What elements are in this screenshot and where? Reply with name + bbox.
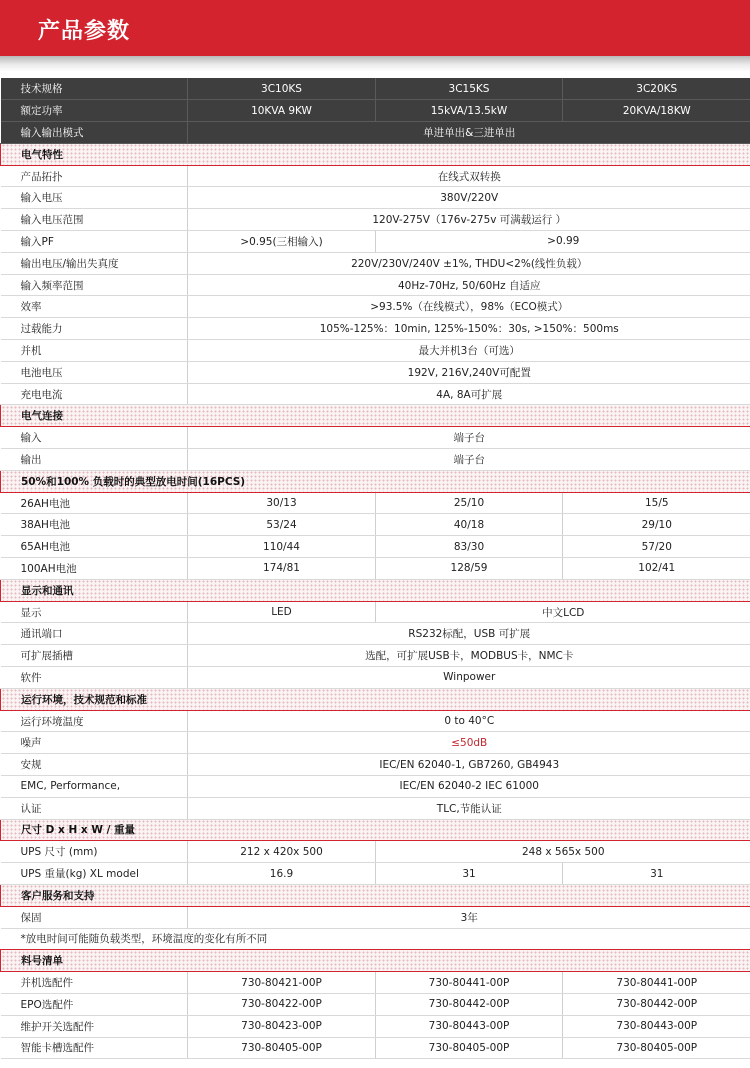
value-cell: 105%-125%：10min, 125%-150%：30s, >150%：500ms	[188, 318, 750, 340]
section-header	[1, 405, 750, 427]
value-cell: 15/5	[563, 492, 750, 514]
row-label: 智能卡槽选配件	[1, 1037, 188, 1059]
model-cell: 3C20KS	[563, 78, 750, 100]
page-title: 产品参数	[38, 19, 131, 44]
value-cell: 25/10	[376, 492, 563, 514]
model-cell: 3C15KS	[376, 78, 563, 100]
value-cell: 730-80442-00P	[376, 993, 563, 1015]
value-cell: 40/18	[376, 514, 563, 536]
value-cell: 220V/230V/240V ±1%, THDU<2%(线性负载）	[188, 252, 750, 274]
value-cell: 730-80405-00P	[376, 1037, 563, 1059]
table-row	[1, 165, 750, 187]
row-label: 输入电压范围	[1, 209, 188, 231]
row-label: 并机	[1, 340, 188, 362]
table-row	[1, 1037, 750, 1059]
table-row	[1, 209, 750, 231]
value-cell: TLC,节能认证	[188, 797, 750, 819]
row-label: 额定功率	[1, 100, 188, 122]
value-cell: >0.99	[376, 231, 750, 253]
value-cell: 端子台	[188, 449, 750, 471]
value-cell: 4A, 8A可扩展	[188, 383, 750, 405]
value-cell: 15kVA/13.5kW	[376, 100, 563, 122]
value-cell: 最大并机3台（可选）	[188, 340, 750, 362]
row-label: 软件	[1, 667, 188, 689]
value-cell: 730-80441-00P	[376, 972, 563, 994]
table-row	[1, 340, 750, 362]
table-row	[1, 427, 750, 449]
section-header	[1, 143, 750, 165]
value-cell: 单进单出&三进单出	[188, 122, 750, 144]
value-cell: 83/30	[376, 536, 563, 558]
row-label: 安规	[1, 754, 188, 776]
table-row	[1, 645, 750, 667]
row-label: 维护开关选配件	[1, 1015, 188, 1037]
table-row	[1, 754, 750, 776]
value-cell: 102/41	[563, 558, 750, 580]
table-row	[1, 928, 750, 950]
row-label: 效率	[1, 296, 188, 318]
row-label: 可扩展插槽	[1, 645, 188, 667]
value-cell: 53/24	[188, 514, 376, 536]
table-row	[1, 558, 750, 580]
section-header	[1, 884, 750, 906]
row-label: 100AH电池	[1, 558, 188, 580]
section-header	[1, 950, 750, 972]
row-label: 保固	[1, 906, 188, 928]
table-row	[1, 361, 750, 383]
table-row	[1, 536, 750, 558]
table-row	[1, 78, 750, 100]
value-cell: 31	[563, 863, 750, 885]
section-title: 50%和100% 负载时的典型放电时间(16PCS)	[1, 470, 750, 492]
value-cell: 730-80423-00P	[188, 1015, 376, 1037]
value-cell: 29/10	[563, 514, 750, 536]
table-row	[1, 601, 750, 623]
value-cell: Winpower	[188, 667, 750, 689]
table-row	[1, 252, 750, 274]
table-row	[1, 187, 750, 209]
section-title: 尺寸 D x H x W / 重量	[1, 819, 750, 841]
table-row	[1, 906, 750, 928]
section-header	[1, 470, 750, 492]
value-cell: >0.95(三相输入)	[188, 231, 376, 253]
row-label: 过载能力	[1, 318, 188, 340]
row-label: 显示	[1, 601, 188, 623]
row-label: EMC, Performance,	[1, 776, 188, 798]
row-label: 通讯端口	[1, 623, 188, 645]
table-row	[1, 449, 750, 471]
table-row	[1, 797, 750, 819]
value-cell: 3年	[188, 906, 750, 928]
row-label: 充电电流	[1, 383, 188, 405]
table-row	[1, 383, 750, 405]
model-cell: 3C10KS	[188, 78, 376, 100]
row-label: 输入电压	[1, 187, 188, 209]
row-label: 电池电压	[1, 361, 188, 383]
value-cell: 730-80441-00P	[563, 972, 750, 994]
value-cell: 128/59	[376, 558, 563, 580]
value-cell: ≤50dB	[188, 732, 750, 754]
section-title: 显示和通讯	[1, 579, 750, 601]
row-label: 输入	[1, 427, 188, 449]
value-cell: 16.9	[188, 863, 376, 885]
row-label: 产品拓扑	[1, 165, 188, 187]
value-cell: 730-80443-00P	[563, 1015, 750, 1037]
header-banner	[0, 0, 750, 72]
row-label: UPS 重量(kg) XL model	[1, 863, 188, 885]
table-row	[1, 274, 750, 296]
section-header	[1, 819, 750, 841]
row-label: 输入输出模式	[1, 122, 188, 144]
table-row	[1, 732, 750, 754]
banner-shadow	[0, 56, 750, 72]
value-cell: 730-80421-00P	[188, 972, 376, 994]
value-cell: 中文LCD	[376, 601, 750, 623]
value-cell: 192V, 216V,240V可配置	[188, 361, 750, 383]
row-label: 运行环境温度	[1, 710, 188, 732]
table-row	[1, 993, 750, 1015]
table-row	[1, 972, 750, 994]
section-title: 运行环境，技术规范和标准	[1, 688, 750, 710]
value-cell: 10KVA 9KW	[188, 100, 376, 122]
value-cell: 在线式双转换	[188, 165, 750, 187]
table-row	[1, 231, 750, 253]
value-cell: 30/13	[188, 492, 376, 514]
spec-table	[0, 72, 750, 1059]
row-label: 38AH电池	[1, 514, 188, 536]
section-header	[1, 579, 750, 601]
value-cell: 31	[376, 863, 563, 885]
row-label: UPS 尺寸 (mm)	[1, 841, 188, 863]
row-label: 并机选配件	[1, 972, 188, 994]
value-cell: 0 to 40°C	[188, 710, 750, 732]
row-label: 输出电压/输出失真度	[1, 252, 188, 274]
value-cell: 212 x 420x 500	[188, 841, 376, 863]
value-cell: 730-80422-00P	[188, 993, 376, 1015]
section-title: 料号清单	[1, 950, 750, 972]
row-label: 认证	[1, 797, 188, 819]
value-cell: 选配，可扩展USB卡，MODBUS卡，NMC卡	[188, 645, 750, 667]
value-cell: >93.5%（在线模式），98%（ECO模式）	[188, 296, 750, 318]
value-cell: 730-80405-00P	[188, 1037, 376, 1059]
table-row	[1, 667, 750, 689]
value-cell: 110/44	[188, 536, 376, 558]
value-cell: 380V/220V	[188, 187, 750, 209]
row-label: 技术规格	[1, 78, 188, 100]
table-row	[1, 1015, 750, 1037]
table-row	[1, 122, 750, 144]
section-header	[1, 688, 750, 710]
table-row	[1, 492, 750, 514]
value-cell: IEC/EN 62040-2 IEC 61000	[188, 776, 750, 798]
footnote: *放电时间可能随负载类型，环境温度的变化有所不同	[20, 933, 268, 946]
value-cell: 730-80405-00P	[563, 1037, 750, 1059]
value-cell: 120V-275V（176v-275v 可满载运行 ）	[188, 209, 750, 231]
table-row	[1, 623, 750, 645]
value-cell: 730-80443-00P	[376, 1015, 563, 1037]
value-cell: 248 x 565x 500	[376, 841, 750, 863]
value-cell: 40Hz-70Hz, 50/60Hz 自适应	[188, 274, 750, 296]
table-row	[1, 710, 750, 732]
row-label: EPO选配件	[1, 993, 188, 1015]
row-label: 输出	[1, 449, 188, 471]
table-row	[1, 776, 750, 798]
table-row	[1, 100, 750, 122]
value-cell: 20KVA/18KW	[563, 100, 750, 122]
value-cell: 174/81	[188, 558, 376, 580]
row-label: 输入频率范围	[1, 274, 188, 296]
row-label: 65AH电池	[1, 536, 188, 558]
value-cell: 730-80442-00P	[563, 993, 750, 1015]
section-title: 电气连接	[1, 405, 750, 427]
value-cell: LED	[188, 601, 376, 623]
value-cell: 57/20	[563, 536, 750, 558]
value-cell: RS232标配，USB 可扩展	[188, 623, 750, 645]
table-row	[1, 318, 750, 340]
section-title: 客户服务和支持	[1, 884, 750, 906]
table-row	[1, 514, 750, 536]
value-cell: IEC/EN 62040-1, GB7260, GB4943	[188, 754, 750, 776]
row-label: 26AH电池	[1, 492, 188, 514]
table-row	[1, 841, 750, 863]
value-cell: 端子台	[188, 427, 750, 449]
table-row	[1, 863, 750, 885]
row-label: 输入PF	[1, 231, 188, 253]
section-title: 电气特性	[1, 143, 750, 165]
row-label: 噪声	[1, 732, 188, 754]
table-row	[1, 296, 750, 318]
